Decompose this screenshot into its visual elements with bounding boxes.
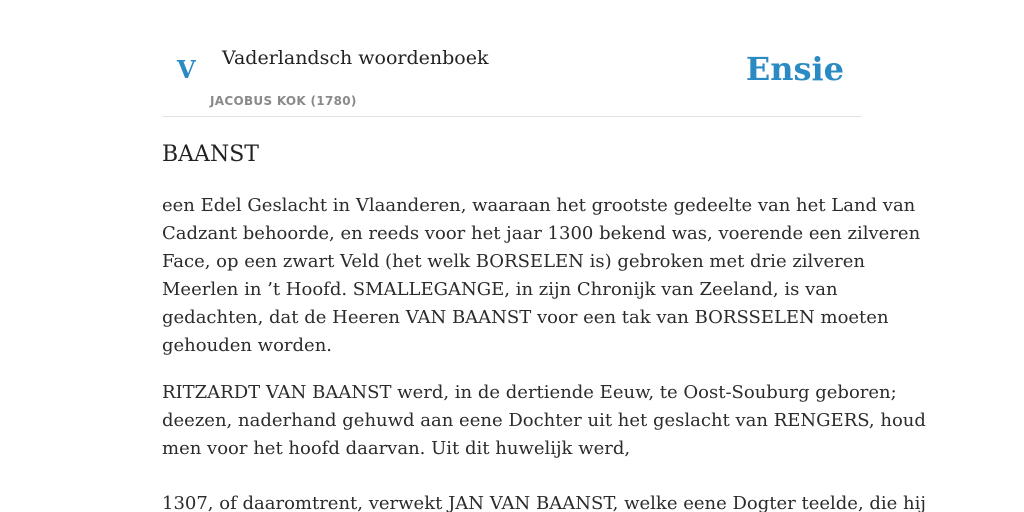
paragraph-line: gehouden worden. — [162, 335, 333, 356]
header — [162, 0, 862, 117]
entry-paragraph — [162, 379, 926, 463]
paragraph-line: deezen, naderhand gehuwd aan eene Dochter uit het geslacht van RENGERS, houd — [162, 410, 926, 431]
paragraph-line: RITZARDT VAN BAANST werd, in de dertiende Eeuw, te Oost-Souburg geboren; — [162, 382, 897, 403]
paragraph-line: Face, op een zwart Veld (het welk BORSELEN is) gebroken met drie zilveren — [162, 251, 865, 272]
entry-paragraph — [162, 490, 926, 512]
book-v-icon[interactable]: V — [177, 55, 196, 84]
ensie-logo[interactable]: Ensie — [745, 50, 844, 88]
paragraph-line: een Edel Geslacht in Vlaanderen, waaraan het grootste gedeelte van het Land van — [162, 195, 916, 216]
book-author: JACOBUS KOK (1780) — [210, 94, 357, 108]
paragraph-line: Cadzant behoorde, en reeds voor het jaar 1300 bekend was, voerende een zilveren — [162, 223, 921, 244]
book-title[interactable]: Vaderlandsch woordenboek — [222, 47, 489, 69]
entry-title: BAANST — [162, 142, 259, 167]
paragraph-line: 1307, of daaromtrent, verwekt JAN VAN BAANST, welke eene Dogter teelde, die hij — [162, 493, 926, 512]
entry-paragraph — [162, 192, 921, 360]
paragraph-line: Meerlen in ’t Hoofd. SMALLEGANGE, in zijn Chronijk van Zeeland, is van — [162, 279, 838, 300]
paragraph-line: gedachten, dat de Heeren VAN BAANST voor een tak van BORSSELEN moeten — [162, 307, 889, 328]
paragraph-line: men voor het hoofd daarvan. Uit dit huwelijk werd, — [162, 438, 631, 459]
